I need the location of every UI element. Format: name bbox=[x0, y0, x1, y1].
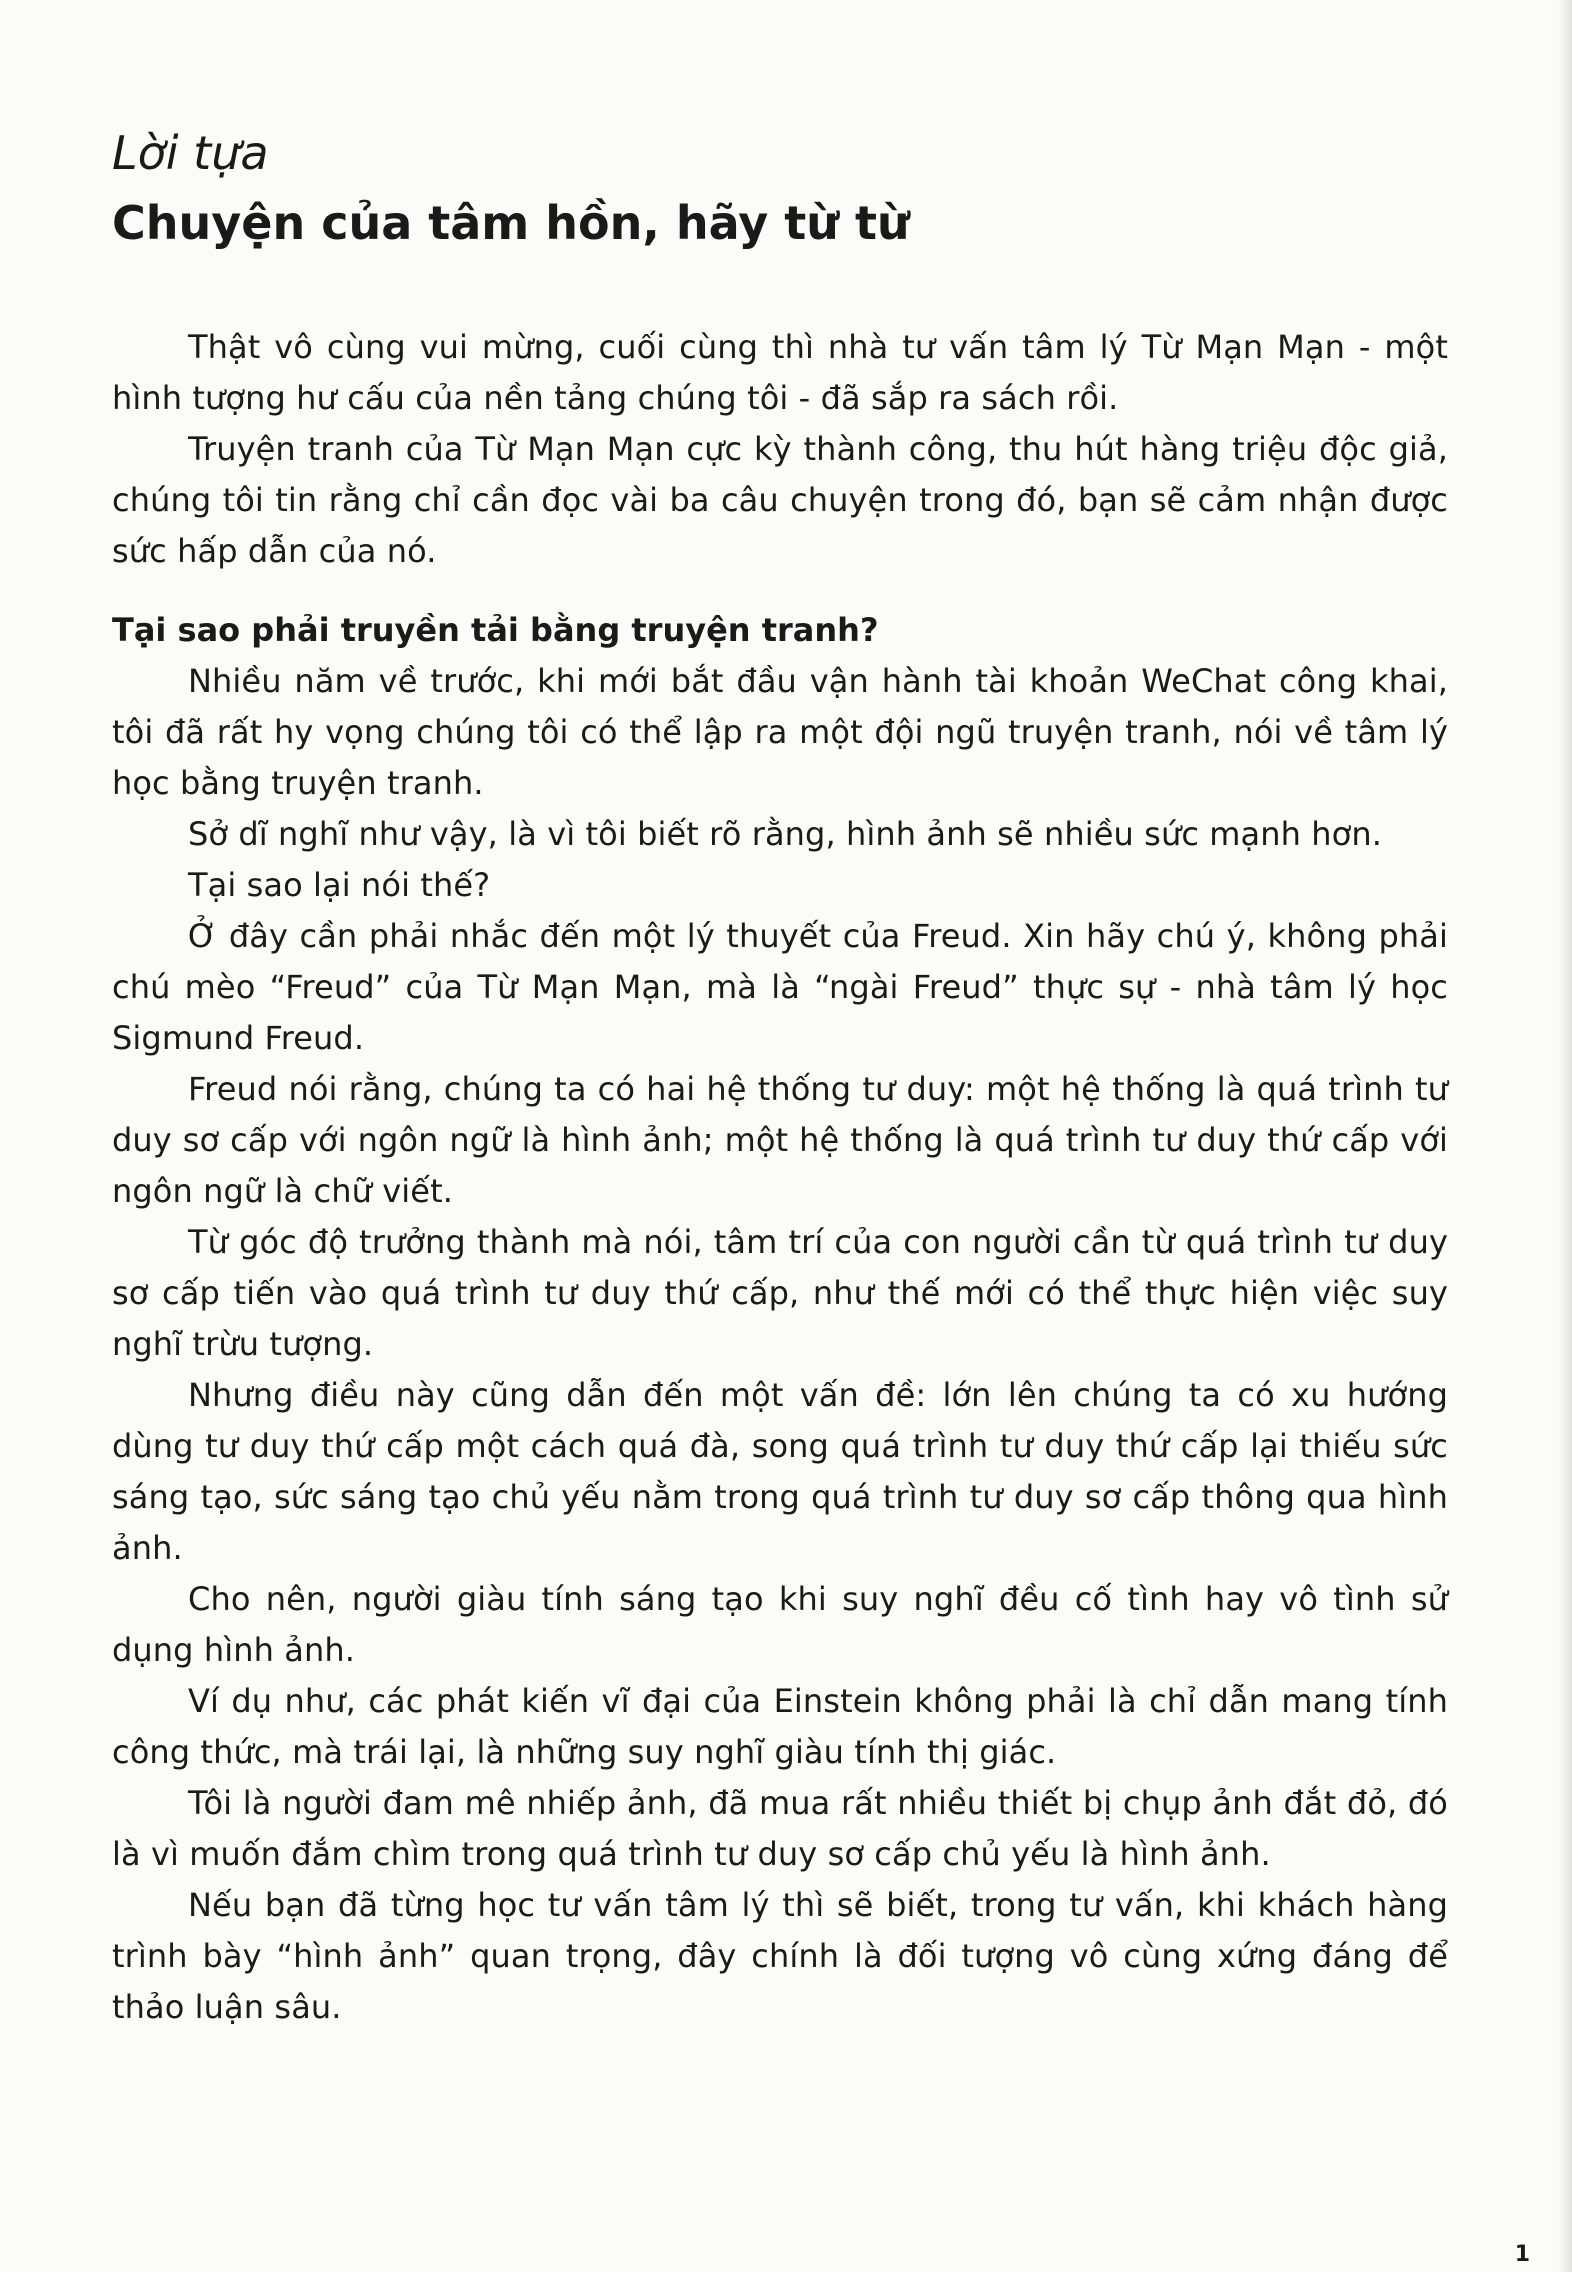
preface-kicker: Lời tựa bbox=[112, 126, 269, 180]
section-heading: Tại sao phải truyền tải bằng truyện tranh? bbox=[112, 611, 879, 649]
paragraph: Nếu bạn đã từng học tư vấn tâm lý thì sẽ biết, trong tư vấn, khi khách hàng trình bày “hình ảnh” quan trọng, đây chính là đối tượng vô cùng xứng đáng để thảo luận sâu. bbox=[112, 1886, 1448, 2026]
paragraph: Tôi là người đam mê nhiếp ảnh, đã mua rất nhiều thiết bị chụp ảnh đắt đỏ, đó là vì muốn đắm chìm trong quá trình tư duy sơ cấp chủ yếu là hình ảnh. bbox=[112, 1784, 1448, 1873]
page-number: 1 bbox=[1514, 2242, 1530, 2267]
page-title: Chuyện của tâm hồn, hãy từ từ bbox=[112, 196, 910, 250]
page-body bbox=[112, 322, 1448, 2033]
paragraph: Từ góc độ trưởng thành mà nói, tâm trí của con người cần từ quá trình tư duy sơ cấp tiến vào quá trình tư duy thứ cấp, như thế mới có thể thực hiện việc suy nghĩ trừu tượng. bbox=[112, 1223, 1448, 1363]
paragraph: Cho nên, người giàu tính sáng tạo khi suy nghĩ đều cố tình hay vô tình sử dụng hình ảnh. bbox=[112, 1580, 1448, 1669]
paragraph: Nhưng điều này cũng dẫn đến một vấn đề: lớn lên chúng ta có xu hướng dùng tư duy thứ cấp một cách quá đà, song quá trình tư duy thứ cấp lại thiếu sức sáng tạo, sức sáng tạo chủ yếu nằm trong quá trình tư duy sơ cấp thông qua hình ảnh. bbox=[112, 1376, 1448, 1567]
paragraph: Sở dĩ nghĩ như vậy, là vì tôi biết rõ rằng, hình ảnh sẽ nhiều sức mạnh hơn. bbox=[188, 815, 1383, 853]
paragraph: Ví dụ như, các phát kiến vĩ đại của Einstein không phải là chỉ dẫn mang tính công thức, mà trái lại, là những suy nghĩ giàu tính thị giác. bbox=[112, 1682, 1448, 1771]
paragraph: Thật vô cùng vui mừng, cuối cùng thì nhà tư vấn tâm lý Từ Mạn Mạn - một hình tượng hư cấu của nền tảng chúng tôi - đã sắp ra sách rồi. bbox=[112, 328, 1448, 417]
paragraph: Nhiều năm về trước, khi mới bắt đầu vận hành tài khoản WeChat công khai, tôi đã rất hy vọng chúng tôi có thể lập ra một đội ngũ truyện tranh, nói về tâm lý học bằng truyện tranh. bbox=[112, 662, 1448, 802]
paragraph: Truyện tranh của Từ Mạn Mạn cực kỳ thành công, thu hút hàng triệu độc giả, chúng tôi tin rằng chỉ cần đọc vài ba câu chuyện trong đó, bạn sẽ cảm nhận được sức hấp dẫn của nó. bbox=[112, 430, 1448, 570]
paragraph: Freud nói rằng, chúng ta có hai hệ thống tư duy: một hệ thống là quá trình tư duy sơ cấp với ngôn ngữ là hình ảnh; một hệ thống là quá trình tư duy thứ cấp với ngôn ngữ là chữ viết. bbox=[112, 1070, 1448, 1210]
paragraph: Tại sao lại nói thế? bbox=[188, 866, 491, 904]
page-edge-shadow bbox=[1558, 0, 1572, 2272]
paragraph: Ở đây cần phải nhắc đến một lý thuyết của Freud. Xin hãy chú ý, không phải chú mèo “Freud” của Từ Mạn Mạn, mà là “ngài Freud” thực sự - nhà tâm lý học Sigmund Freud. bbox=[112, 917, 1448, 1057]
